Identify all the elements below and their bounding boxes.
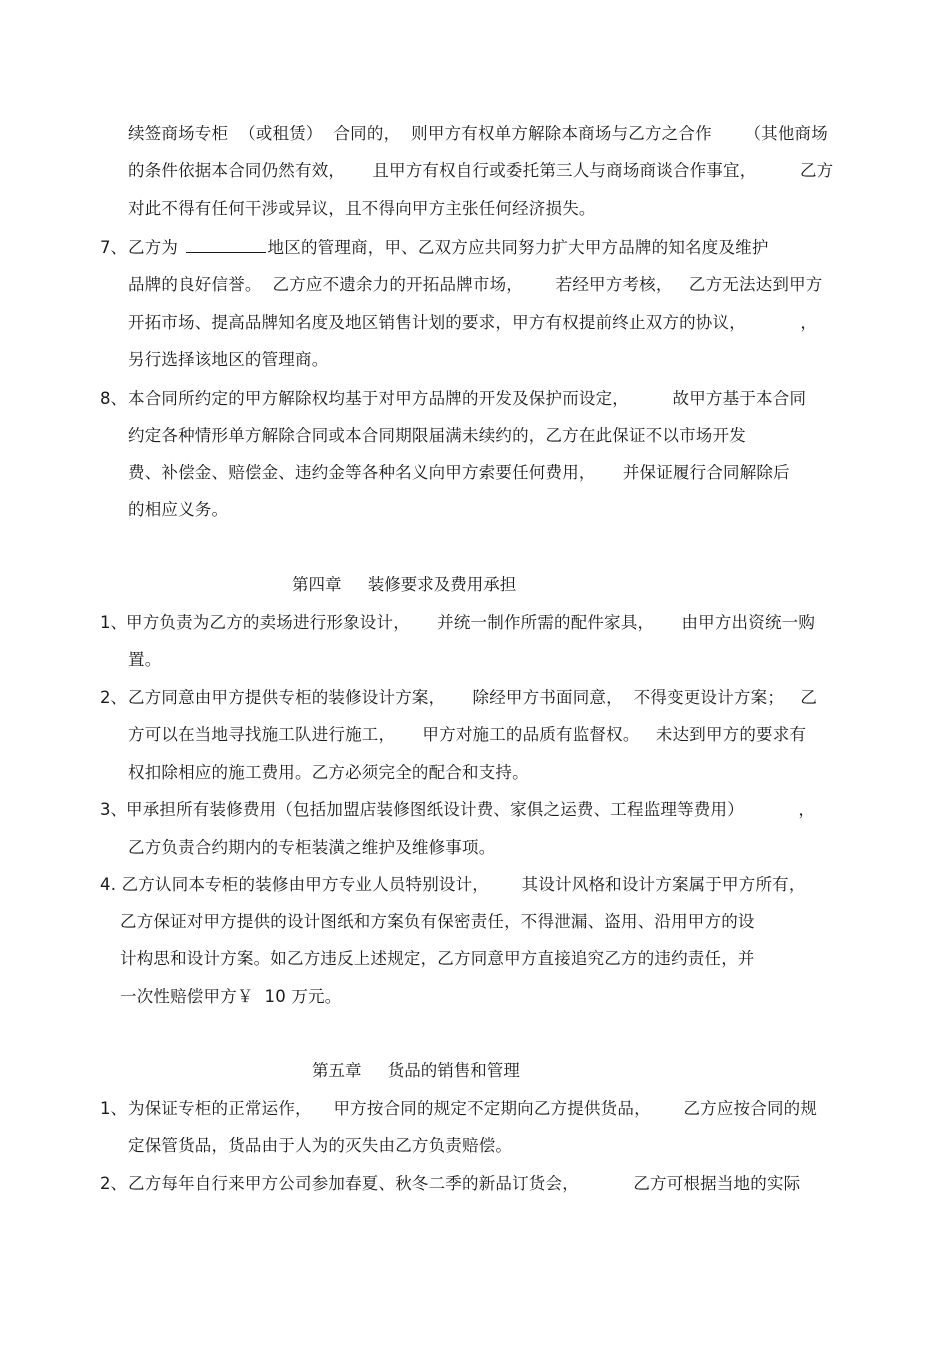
text-fragment: 乙方为 [128, 238, 184, 257]
item-number: 2、 [100, 1174, 127, 1193]
item-number: 1、 [100, 613, 127, 632]
text-line: 续签商场专柜 （或租赁） 合同的， 则甲方有权单方解除本商场与乙方之合作 （其他商场 [128, 124, 828, 143]
item-number: 1、 [100, 1099, 127, 1118]
text-line: 一次性赔偿甲方￥ 10 万元。 [120, 987, 342, 1006]
item-number: 3、 [100, 800, 127, 819]
text-line: 4. 乙方认同本专柜的装修由甲方专业人员特别设计， 其设计风格和设计方案属于甲方所有， [100, 875, 806, 894]
text-line: 定保管货品，货品由于人为的灭失由乙方负责赔偿。 [128, 1136, 513, 1155]
text-fragment: 地区的管理商，甲、乙双方应共同努力扩大甲方品牌的知名度及维护 [267, 238, 769, 257]
text-line: 为保证专柜的正常运作， 甲方按合同的规定不定期向乙方提供货品， 乙方应按合同的规 [128, 1099, 818, 1118]
text-line: 乙方每年自行来甲方公司参加春夏、秋冬二季的新品订货会， 乙方可根据当地的实际 [128, 1174, 801, 1193]
text-line: 甲方负责为乙方的卖场进行形象设计， 并统一制作所需的配件家具， 由甲方出资统一购 [126, 613, 816, 632]
text-line: 本合同所约定的甲方解除权均基于对甲方品牌的开发及保护而设定， 故甲方基于本合同 [128, 389, 807, 408]
text-line: 方可以在当地寻找施工队进行施工， 甲方对施工的品质有监督权。 未达到甲方的要求有 [128, 725, 807, 744]
fill-in-blank [186, 236, 266, 253]
text-line: 置。 [128, 650, 162, 669]
chapter-heading: 第五章 货品的销售和管理 [312, 1061, 520, 1080]
text-line: 乙方保证对甲方提供的设计图纸和方案负有保密责任，不得泄漏、盗用、沿用甲方的设 [120, 912, 755, 931]
text-line: 的条件依据本合同仍然有效， 且甲方有权自行或委托第三人与商场商谈合作事宜， 乙方 [128, 161, 834, 180]
text-line: 费、补偿金、赔偿金、违约金等各种名义向甲方索要任何费用， 并保证履行合同解除后 [128, 463, 790, 482]
text-line: 乙方负责合约期内的专柜装潢之维护及维修事项。 [128, 838, 496, 857]
text-line [128, 236, 769, 260]
text-line: 权扣除相应的施工费用。乙方必须完全的配合和支持。 [128, 763, 529, 782]
item-number: 7、 [100, 238, 127, 257]
item-number: 8、 [100, 389, 127, 408]
item-number: 2、 [100, 688, 127, 707]
text-line: 对此不得有任何干涉或异议，且不得向甲方主张任何经济损失。 [128, 199, 596, 218]
text-line: 计构思和设计方案。如乙方违反上述规定，乙方同意甲方直接追究乙方的违约责任，并 [120, 949, 755, 968]
text-line: 的相应义务。 [128, 500, 229, 519]
text-line: 开拓市场、提高品牌知名度及地区销售计划的要求，甲方有权提前终止双方的协议， ， [128, 313, 818, 332]
chapter-heading: 第四章 装修要求及费用承担 [292, 575, 517, 594]
text-line: 乙方同意由甲方提供专柜的装修设计方案， 除经甲方书面同意， 不得变更设计方案； 乙 [128, 688, 818, 707]
text-line: 约定各种情形单方解除合同或本合同期限届满未续约的，乙方在此保证不以市场开发 [128, 426, 746, 445]
text-line: 品牌的良好信誉。 乙方应不遗余力的开拓品牌市场， 若经甲方考核， 乙方无法达到甲方 [128, 275, 823, 294]
text-line: 甲承担所有装修费用（包括加盟店装修图纸设计费、家俱之运费、工程监理等费用） ， [126, 800, 816, 819]
text-line: 另行选择该地区的管理商。 [128, 350, 329, 369]
